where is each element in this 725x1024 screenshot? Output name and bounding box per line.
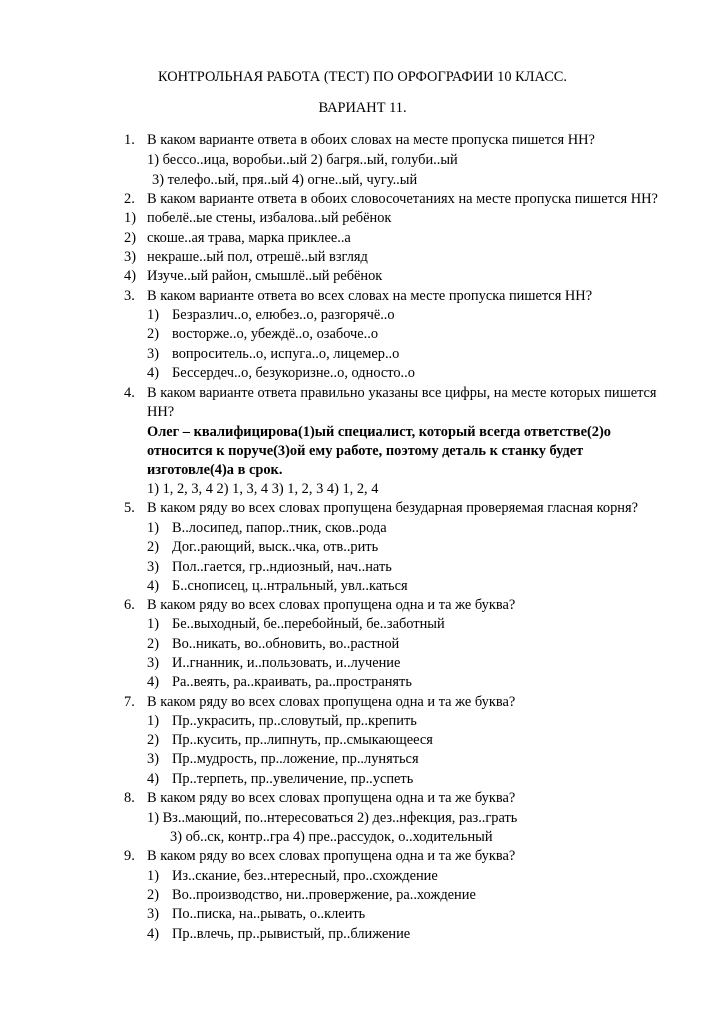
option-number: 4) <box>147 365 159 381</box>
question-number: 4. <box>124 385 135 401</box>
option-number: 3) <box>147 655 159 671</box>
question-text: В каком варианте ответа во всех словах на месте пропуска пишется НН? <box>147 288 593 304</box>
option-text: Безразлич..о, елюбез..о, разгорячё..о <box>172 307 395 323</box>
option-number: 3) <box>147 906 159 922</box>
option-number: 4) <box>147 674 159 690</box>
question-text: В каком варианте ответа в обоих словосочетаниях на месте пропуска пишется НН? <box>147 191 658 207</box>
option-number: 3) <box>147 346 159 362</box>
option-text: скоше..ая трава, марка приклее..а <box>147 230 351 246</box>
option-text: По..писка, на..рывать, о..клеить <box>172 906 366 922</box>
question-number: 8. <box>124 790 135 806</box>
option-number: 2) <box>147 732 159 748</box>
answer-options-row: 1) бессо..ица, воробьи..ый 2) багря..ый, голуби..ый <box>147 152 458 168</box>
option-text: Бе..выходный, бе..перебойный, бе..заботный <box>172 616 445 632</box>
option-text: Изуче..ый район, смышлё..ый ребёнок <box>147 268 383 284</box>
variant-heading: ВАРИАНТ 11. <box>318 100 407 116</box>
question-text: В каком ряду во всех словах пропущена безударная проверяемая гласная корня? <box>147 500 638 516</box>
option-text: Бессердеч..о, безукоризне..о, односто..о <box>172 365 415 381</box>
question-number: 1. <box>124 132 135 148</box>
answer-options-row: 1) Вз..мающий, по..нтересоваться 2) дез..нфекция, раз..грать <box>147 810 518 826</box>
option-text: В..лосипед, папор..тник, сков..рода <box>172 520 387 536</box>
option-number: 4) <box>147 771 159 787</box>
option-number: 3) <box>147 559 159 575</box>
question-text: В каком ряду во всех словах пропущена одна и та же буква? <box>147 790 516 806</box>
option-text: Дог..рающий, выск..чка, отв..рить <box>172 539 379 555</box>
option-text: Пол..гается, гр..ндиозный, нач..нать <box>172 559 392 575</box>
question-text: В каком варианте ответа в обоих словах на месте пропуска пишется НН? <box>147 132 595 148</box>
answer-options-row: 3) об..ск, контр..гра 4) пре..рассудок, о..ходительный <box>170 829 493 845</box>
answer-options-row: 3) телефо..ый, пря..ый 4) огне..ый, чугу..ый <box>152 172 418 188</box>
option-text: побелё..ые стены, избалова..ый ребёнок <box>147 210 392 226</box>
question-number: 9. <box>124 848 135 864</box>
option-text: Пр..влечь, пр..рывистый, пр..ближение <box>172 926 411 942</box>
answer-options-row: 1) 1, 2, 3, 4 2) 1, 3, 4 3) 1, 2, 3 4) 1, 2, 4 <box>147 481 379 497</box>
option-text: Пр..мудрость, пр..ложение, пр..луняться <box>172 751 419 767</box>
option-text: Из..скание, без..нтересный, про..схождение <box>172 868 438 884</box>
option-number: 2) <box>147 539 159 555</box>
option-number: 4) <box>147 926 159 942</box>
option-number: 2) <box>124 230 136 246</box>
option-text: Пр..терпеть, пр..увеличение, пр..успеть <box>172 771 414 787</box>
option-number: 4) <box>124 268 136 284</box>
option-text: Во..никать, во..обновить, во..растной <box>172 636 400 652</box>
option-number: 3) <box>147 751 159 767</box>
option-number: 1) <box>124 210 136 226</box>
option-text: Во..производство, ни..провержение, ра..хождение <box>172 887 476 903</box>
question-text: В каком ряду во всех словах пропущена одна и та же буква? <box>147 848 516 864</box>
option-number: 1) <box>147 616 159 632</box>
option-number: 3) <box>124 249 136 265</box>
option-number: 2) <box>147 887 159 903</box>
question-text: В каком варианте ответа правильно указаны все цифры, на месте которых пишется <box>147 385 657 401</box>
option-number: 4) <box>147 578 159 594</box>
task-sentence: относится к поруче(3)ой ему работе, поэтому деталь к станку будет <box>147 443 584 459</box>
option-text: вопроситель..о, испуга..о, лицемер..о <box>172 346 400 362</box>
option-text: восторже..о, убеждё..о, озабоче..о <box>172 326 379 342</box>
option-text: Б..снописец, ц..нтральный, увл..каться <box>172 578 408 594</box>
option-text: Пр..кусить, пр..липнуть, пр..смыкающееся <box>172 732 433 748</box>
question-number: 6. <box>124 597 135 613</box>
task-sentence: Олег – квалифицирова(1)ый специалист, который всегда ответстве(2)о <box>147 424 611 440</box>
task-sentence: изготовле(4)а в срок. <box>147 462 283 478</box>
option-text: Ра..веять, ра..краивать, ра..пространять <box>172 674 412 690</box>
page-title: КОНТРОЛЬНАЯ РАБОТА (ТЕСТ) ПО ОРФОГРАФИИ 10 КЛАСС. <box>157 69 567 85</box>
question-text: В каком ряду во всех словах пропущена одна и та же буква? <box>147 597 516 613</box>
question-text: НН? <box>147 404 175 420</box>
option-text: Пр..украсить, пр..словутый, пр..крепить <box>172 713 417 729</box>
option-number: 1) <box>147 307 159 323</box>
option-number: 1) <box>147 713 159 729</box>
option-text: некраше..ый пол, отрешё..ый взгляд <box>147 249 368 265</box>
question-number: 2. <box>124 191 135 207</box>
question-text: В каком ряду во всех словах пропущена одна и та же буква? <box>147 694 516 710</box>
question-number: 5. <box>124 500 135 516</box>
question-number: 7. <box>124 694 135 710</box>
option-number: 1) <box>147 520 159 536</box>
option-number: 1) <box>147 868 159 884</box>
option-text: И..гнанник, и..пользовать, и..лучение <box>172 655 401 671</box>
question-number: 3. <box>124 288 135 304</box>
option-number: 2) <box>147 326 159 342</box>
option-number: 2) <box>147 636 159 652</box>
